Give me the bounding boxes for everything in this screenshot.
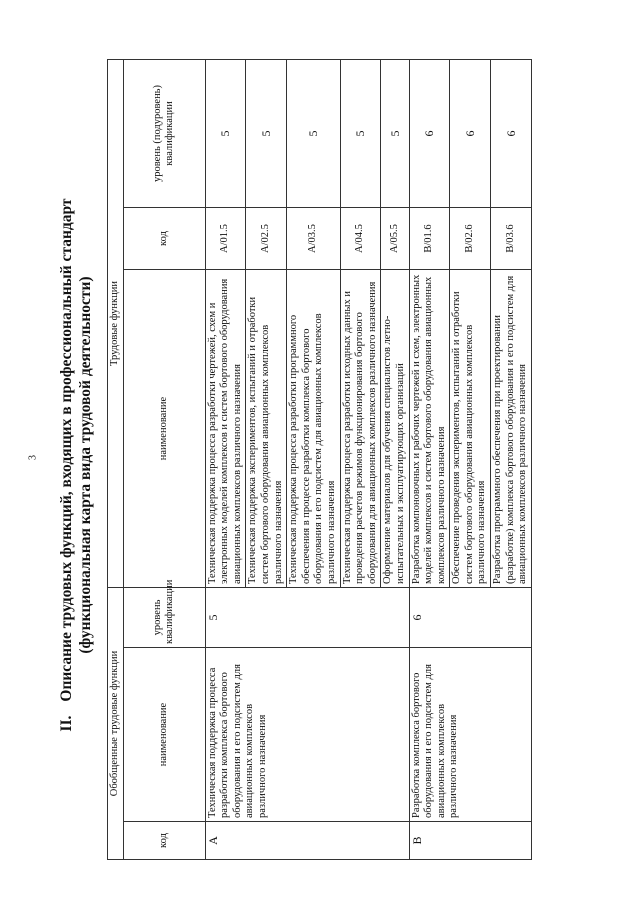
page-number: 3 xyxy=(27,455,39,460)
group-name: Техническая поддержка процесса разработки комплекса бортового оборудования и его подсистем для авиационных комплексов различного назначения xyxy=(205,648,409,822)
rotated-page-content xyxy=(57,45,625,885)
header-level: уровень квалификации xyxy=(123,588,205,648)
section-number: II. xyxy=(58,715,75,732)
function-name: Обеспечение проведения экспериментов, испытаний и отработки систем бортового оборудования авиационных комплексов различного назначения xyxy=(450,270,491,588)
header-name: наименование xyxy=(123,648,205,822)
function-code: A/01.5 xyxy=(205,208,246,270)
function-code: B/01.6 xyxy=(409,208,450,270)
function-code: A/04.5 xyxy=(340,208,381,270)
function-name: Техническая поддержка экспериментов, испытаний и отработки систем бортового оборудования авиационных комплексов различного назначения xyxy=(246,270,287,588)
header-tf-name: наименование xyxy=(123,270,205,588)
function-name: Оформление материалов для обучения специалистов летно-испытательных и эксплуатирующих организаций xyxy=(381,270,409,588)
function-level: 6 xyxy=(450,59,491,207)
table-row xyxy=(409,59,450,859)
section-title: Описание трудовых функций, входящих в профессиональный стандарт xyxy=(58,198,75,702)
section-subtitle: (функциональная карта вида трудовой деятельности) xyxy=(77,276,94,654)
header-labor-functions: Трудовые функции xyxy=(108,59,124,587)
header-generalized-functions: Обобщенные трудовые функции xyxy=(108,588,124,860)
function-code: A/03.5 xyxy=(287,208,340,270)
group-name: Разработка комплекса бортового оборудования и его подсистем для авиационных комплексов различного назначения xyxy=(409,648,531,822)
function-level: 6 xyxy=(491,59,532,207)
function-name: Разработка программного обеспечения при проектировании (разработке) комплекса бортового оборудования и его подсистем для авиационных комплексов различного назначения xyxy=(491,270,532,588)
header-row-columns xyxy=(123,59,205,859)
function-name: Техническая поддержка процесса разработки чертежей, схем и электронных моделей комплексов и систем бортового оборудования авиационных комплексов различного назначения xyxy=(205,270,246,588)
header-row-groups xyxy=(108,59,124,859)
header-tf-level: уровень (подуровень) квалификации xyxy=(123,59,205,207)
function-code: B/03.6 xyxy=(491,208,532,270)
function-code: B/02.6 xyxy=(450,208,491,270)
function-level: 5 xyxy=(246,59,287,207)
table-row xyxy=(205,59,246,859)
function-code: A/05.5 xyxy=(381,208,409,270)
function-level: 5 xyxy=(381,59,409,207)
section-heading xyxy=(57,45,107,885)
function-level: 6 xyxy=(409,59,450,207)
function-name: Техническая поддержка процесса разработки исходных данных и проведения расчетов режимов функционирования бортового оборудования для авиационных комплексов различного назначения xyxy=(340,270,381,588)
section-title-line xyxy=(57,45,76,885)
function-name: Техническая поддержка процесса разработки программного обеспечения в процессе разработки комплекса бортового оборудования и его подсистем для авиационных комплексов различного назначения xyxy=(287,270,340,588)
header-tf-code: код xyxy=(123,208,205,270)
function-name: Разработка компоновочных и рабочих чертежей и схем, электронных моделей комплексов и систем бортового оборудования авиационных комплексов различного назначения xyxy=(409,270,450,588)
functional-map-table xyxy=(107,59,532,860)
group-level: 5 xyxy=(205,588,409,648)
group-code: B xyxy=(409,822,531,860)
header-code: код xyxy=(123,822,205,860)
function-level: 5 xyxy=(205,59,246,207)
group-level: 6 xyxy=(409,588,531,648)
function-level: 5 xyxy=(340,59,381,207)
group-code: A xyxy=(205,822,409,860)
function-level: 5 xyxy=(287,59,340,207)
function-code: A/02.5 xyxy=(246,208,287,270)
